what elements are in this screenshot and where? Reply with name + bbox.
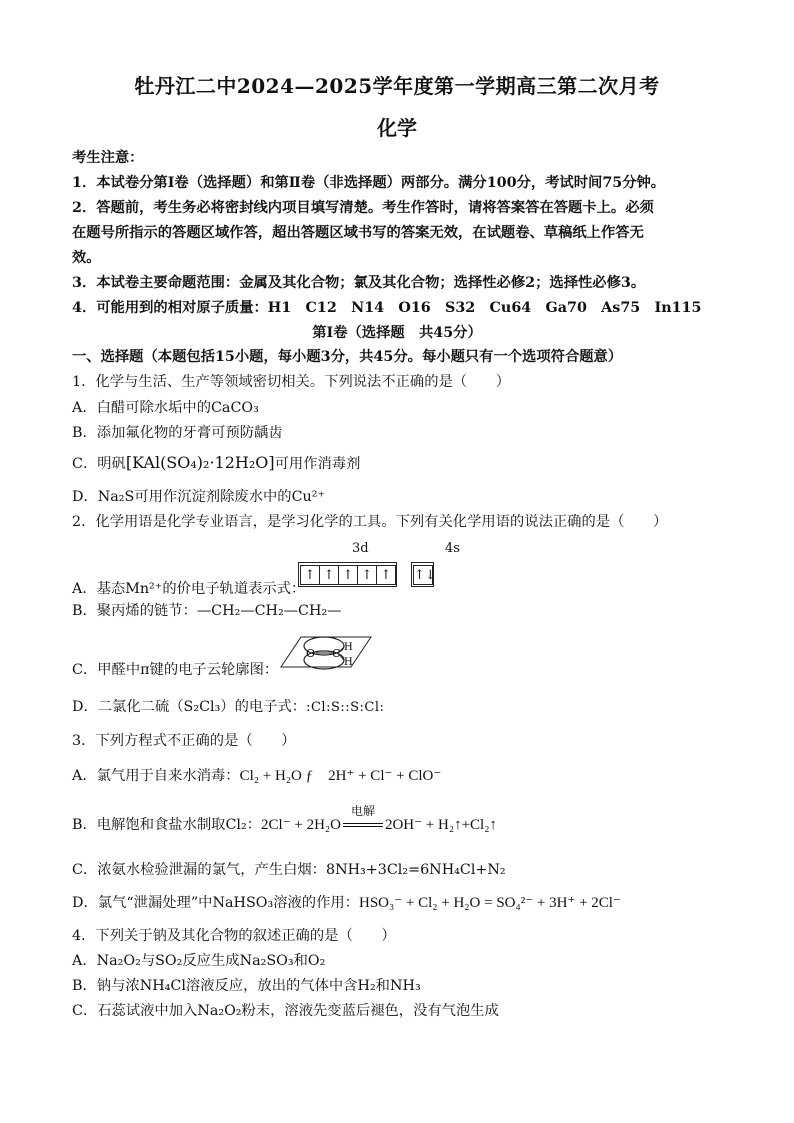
- electrolysis-arrow: [341, 804, 385, 836]
- q3-option-b-prefix: B．电解饱和食盐水制取Cl₂：: [72, 817, 262, 833]
- atom-h-1: H: [344, 642, 353, 653]
- s2cl2-electron-formula: :Cl:S::S:Cl:: [306, 700, 385, 715]
- notice-item-1: 1．本试卷分第Ⅰ卷（选择题）和第Ⅱ卷（非选择题）两部分。满分100分，考试时间75分钟。: [72, 175, 666, 191]
- orbital-3d-box-2: ↑: [319, 565, 339, 585]
- q3-equation-b-right: 2OH⁻ + H₂↑+Cl₂↑: [384, 817, 497, 833]
- q1-option-b: B．添加氟化物的牙膏可预防龋齿: [72, 425, 283, 441]
- formaldehyde-pi-cloud-figure: [276, 633, 376, 673]
- notice-item-2-cont: 在题号所指示的答题区域作答，超出答题区域书写的答案无效，在试题卷、草稿纸上作答无: [72, 225, 644, 241]
- q4-option-b: B．钠与浓NH₄Cl溶液反应，放出的气体中含H₂和NH₃: [72, 978, 421, 994]
- atom-c: C: [332, 647, 341, 660]
- notice-item-3: 3．本试卷主要命题范围：金属及其化合物；氯及其化合物；选择性必修2；选择性必修3。: [72, 275, 646, 291]
- q3-option-d: [72, 892, 728, 914]
- atom-o: O: [306, 647, 316, 660]
- q3-equation-d: HSO₃⁻ + Cl₂ + H₂O = SO₄²⁻ + 3H⁺ + 2Cl⁻: [358, 895, 621, 911]
- q4-option-c: C．石蕊试液中加入Na₂O₂粉末，溶液先变蓝后褪色，没有气泡生成: [72, 1003, 499, 1019]
- q3-stem: 3．下列方程式不正确的是（ ）: [72, 733, 296, 749]
- q3-equation-a: Cl₂ + H₂O ƒ 2H⁺ + Cl⁻ + ClO⁻: [239, 768, 442, 784]
- q1-stem: 1．化学与生活、生产等领域密切相关。下列说法不正确的是（ ）: [72, 374, 510, 390]
- atom-h-2: H: [344, 657, 353, 668]
- notice-item-2: 2．答题前，考生务必将密封线内项目填写清楚。考生作答时，请将答案答在答题卡上。必须: [72, 200, 654, 216]
- q1-option-d: D．Na₂S可用作沉淀剂除废水中的Cu²⁺: [72, 489, 326, 505]
- q3-option-d-prefix: D．氯气“泄漏处理”中NaHSO₃溶液的作用：: [72, 895, 359, 911]
- orbital-4s-box: ↑↓: [413, 565, 433, 585]
- mn-orbital-diagram: [298, 562, 434, 587]
- molecular-plane: [281, 637, 371, 667]
- q2-option-c: C．甲醛中π键的电子云轮廓图：: [72, 662, 279, 678]
- q3-option-a: [72, 765, 728, 787]
- part1-heading: 第Ⅰ卷（选择题 共45分）: [312, 325, 482, 341]
- orbital-3d-box-5: ↑: [376, 565, 396, 585]
- q1-option-a: A．白醋可除水垢中的CaCO₃: [72, 400, 259, 416]
- exam-title: 牡丹江二中2024—2025学年度第一学期高三第二次月考: [134, 74, 660, 98]
- q2-label-4s: 4s: [445, 541, 460, 556]
- q3-option-a-prefix: A．氯气用于自来水消毒：: [72, 768, 240, 784]
- notice-item-2-end: 效。: [72, 250, 101, 266]
- orbital-3d-box-4: ↑: [357, 565, 377, 585]
- q4-stem: 4．下列关于钠及其化合物的叙述正确的是（ ）: [72, 928, 396, 944]
- subject-title: 化学: [377, 116, 417, 140]
- orbital-3d-group: [298, 562, 397, 587]
- q3-option-b: [72, 804, 728, 836]
- q2-option-a: A．基态Mn²⁺的价电子轨道表示式：: [72, 581, 306, 597]
- q2-option-d-prefix: D．二氯化二硫（S₂Cl₃）的电子式：: [72, 699, 307, 715]
- q2-option-b: B．聚丙烯的链节：—CH₂—CH₂—CH₂—: [72, 603, 342, 619]
- q3-option-c: C．浓氨水检验泄漏的氯气，产生白烟：8NH₃+3Cl₂=6NH₄Cl+N₂: [72, 862, 506, 878]
- q1-option-c: [72, 452, 728, 475]
- q2-label-3d: 3d: [352, 541, 369, 556]
- orbital-3d-box-1: ↑: [300, 565, 320, 585]
- q2-option-d: [72, 696, 728, 719]
- electrolysis-condition: 电解: [350, 804, 375, 818]
- q1-alum-formula: [KAl(SO₄)₂·12H₂O]: [125, 453, 275, 472]
- q1-option-c-suffix: 可用作消毒剂: [274, 456, 361, 472]
- orbital-3d-box-3: ↑: [338, 565, 358, 585]
- q3-equation-b-left: 2Cl⁻ + 2H₂O: [261, 817, 341, 833]
- notice-item-4: 4．可能用到的相对原子质量：H1 C12 N14 O16 S32 Cu64 Ga70 As75 In115: [72, 300, 702, 316]
- q1-option-c-prefix: C．明矾: [72, 456, 126, 472]
- q2-stem: 2．化学用语是化学专业语言，是学习化学的工具。下列有关化学用语的说法正确的是（ ）: [72, 514, 668, 530]
- q4-option-a: A．Na₂O₂与SO₂反应生成Na₂SO₃和O₂: [72, 953, 326, 969]
- notice-heading: 考生注意：: [72, 150, 144, 166]
- orbital-4s-group: [411, 562, 434, 587]
- section1-heading: 一、选择题（本题包括15小题，每小题3分，共45分。每小题只有一个选项符合题意）: [72, 349, 623, 365]
